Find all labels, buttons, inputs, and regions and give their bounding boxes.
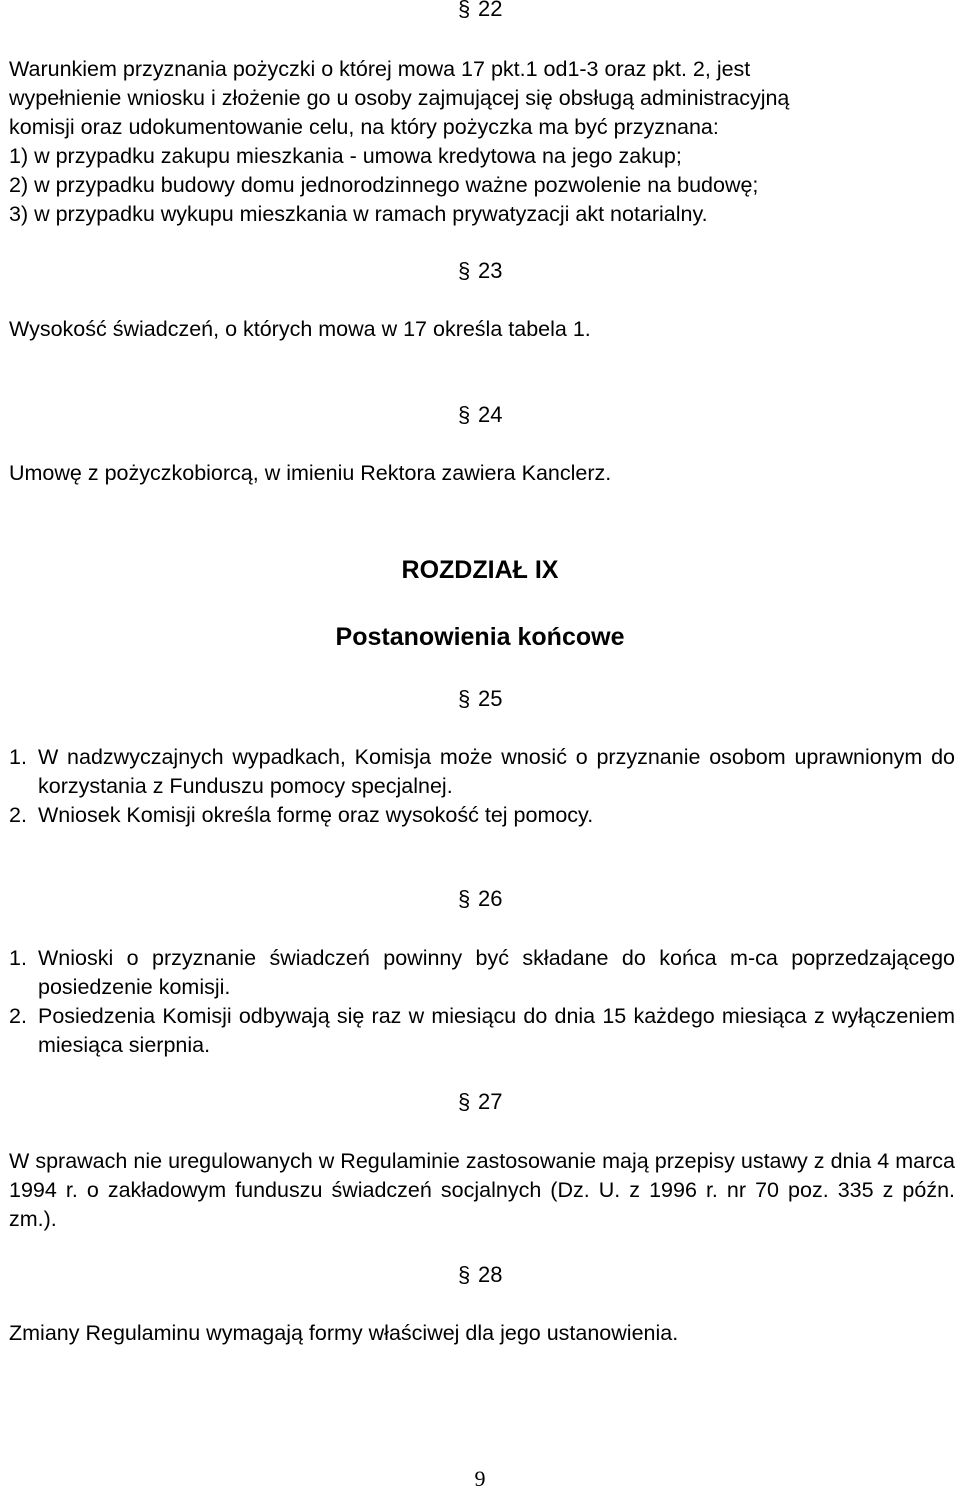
paragraph-22-line: komisji oraz udokumentowanie celu, na który pożyczka ma być przyznana: [9,115,719,139]
paragraph-26-list [9,944,955,1060]
section-sign: § [458,0,471,21]
section-number: 28 [478,1262,503,1287]
paragraph-22-item: 2) w przypadku budowy domu jednorodzinnego ważne pozwolenie na budowę; [9,173,759,197]
paragraph-22-line: Warunkiem przyznania pożyczki o której mowa 17 pkt.1 od1-3 oraz pkt. 2, jest [9,57,751,81]
list-item-number: 1. [9,745,27,769]
list-item-text: Wnioski o przyznanie świadczeń powinny być składane do końca m-ca poprzedzającego posiedzenie komisji. [38,946,955,999]
page-number: 9 [474,1466,486,1491]
list-item-number: 2. [9,803,27,827]
list-item-text: W nadzwyczajnych wypadkach, Komisja może wnosić o przyznanie osobom uprawnionym do korzystania z Funduszu pomocy specjalnej. [38,745,955,798]
list-item [9,944,955,1002]
list-item [9,801,955,830]
section-heading-23 [458,258,502,284]
section-sign: § [458,402,471,427]
paragraph-22-item: 3) w przypadku wykupu mieszkania w ramach prywatyzacji akt notarialny. [9,202,708,226]
section-sign: § [458,1089,471,1114]
section-number: 27 [478,1089,503,1114]
section-number: 26 [478,886,503,911]
chapter-title: ROZDZIAŁ IX [401,556,559,584]
section-number: 25 [478,686,503,711]
section-heading-24 [458,402,502,428]
list-item-text: Wniosek Komisji określa formę oraz wysokość tej pomocy. [38,803,594,827]
section-heading-25 [458,686,502,712]
list-item-text: Posiedzenia Komisji odbywają się raz w miesiącu do dnia 15 każdego miesiąca z wyłączeniem miesiąca sierpnia. [38,1004,955,1057]
section-sign: § [458,1262,471,1287]
list-item-number: 1. [9,946,27,970]
list-item [9,743,955,801]
paragraph-22-item: 1) w przypadku zakupu mieszkania - umowa kredytowa na jego zakup; [9,144,682,168]
section-heading-27 [458,1089,502,1115]
paragraph-22-line: wypełnienie wniosku i złożenie go u osoby zajmującej się obsługą administracyjną [9,86,790,110]
section-number: 24 [478,402,503,427]
section-number: 22 [478,0,503,21]
section-sign: § [458,886,471,911]
section-number: 23 [478,258,503,283]
list-item-number: 2. [9,1004,27,1028]
paragraph-23: Wysokość świadczeń, o których mowa w 17 określa tabela 1. [9,317,591,341]
paragraph-27: W sprawach nie uregulowanych w Regulaminie zastosowanie mają przepisy ustawy z dnia 4 marca 1994 r. o zakładowym funduszu świadczeń socjalnych (Dz. U. z 1996 r. nr 70 poz. 335 z późn. zm.). [9,1149,955,1231]
section-sign: § [458,258,471,283]
section-heading-28 [458,1262,502,1288]
section-heading-22 [458,0,502,22]
list-item [9,1002,955,1060]
paragraph-28: Zmiany Regulaminu wymagają formy właściwej dla jego ustanowienia. [9,1321,679,1345]
paragraph-22 [9,55,955,229]
section-sign: § [458,686,471,711]
chapter-subtitle: Postanowienia końcowe [335,623,625,651]
section-heading-26 [458,886,502,912]
paragraph-25-list [9,743,955,830]
paragraph-24: Umowę z pożyczkobiorcą, w imieniu Rektora zawiera Kanclerz. [9,461,612,485]
